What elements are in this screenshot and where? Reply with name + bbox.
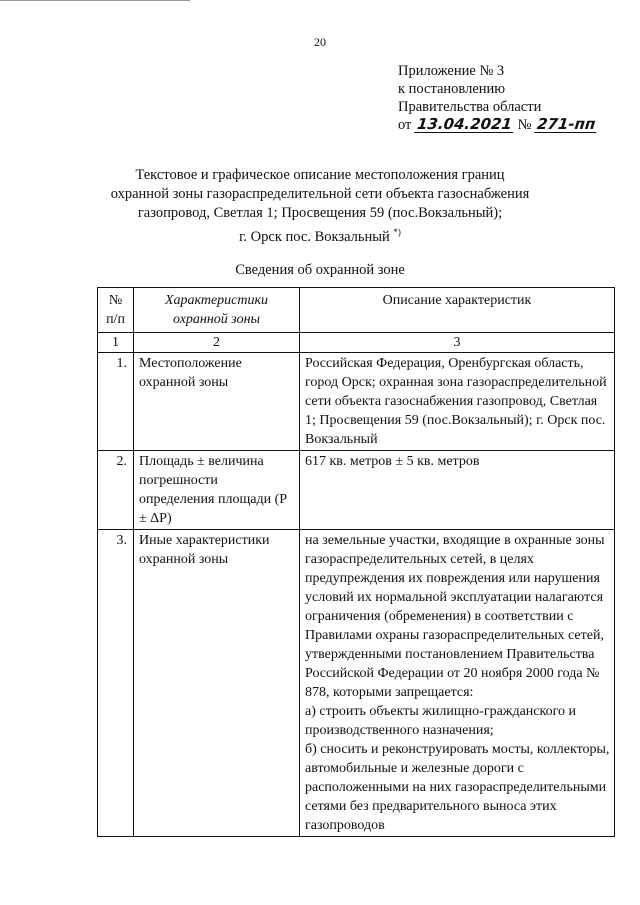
title-line-4-text: г. Орск пос. Вокзальный [239, 228, 390, 245]
number-prefix: № [517, 117, 532, 133]
appendix-line-1: Приложение № 3 [398, 63, 505, 79]
row-description: 617 кв. метров ± 5 кв. метров [300, 451, 615, 530]
restriction-item-a: а) строить объекты жилищно-гражданского и производственного назначения; [305, 704, 576, 738]
restriction-item-b: б) сносить и реконструировать мосты, коллекторы, автомобильные и железные дороги с расположенными на них газораспределительными сетями без предварительного выноса этих газопроводов [305, 742, 610, 833]
from-prefix: от [398, 117, 412, 133]
table-row [98, 530, 615, 837]
header-characteristic: Характеристики охранной зоны [134, 288, 300, 333]
page-number: 20 [314, 35, 326, 49]
protection-zone-table [97, 287, 615, 837]
table-row [98, 353, 615, 451]
title-line-2: охранной зоны газораспределительной сети объекта газоснабжения [110, 186, 530, 202]
section-subtitle: Сведения об охранной зоне [235, 262, 405, 278]
column-index: 3 [300, 333, 615, 353]
document-title [80, 166, 560, 247]
top-rule [0, 0, 190, 1]
header-description: Описание характеристик [300, 288, 615, 333]
column-index: 1 [98, 333, 134, 353]
row-characteristic: Площадь ± величина погрешности определения площади (Р ± ΔР) [134, 451, 300, 530]
table-header-row [98, 288, 615, 333]
appendix-block [398, 62, 597, 134]
row-description-cell [300, 530, 615, 837]
appendix-line-2: к постановлению [398, 81, 506, 97]
column-index: 2 [134, 333, 300, 353]
column-index-row [98, 333, 615, 353]
appendix-line-3: Правительства области [398, 99, 542, 115]
footnote-mark: *) [393, 227, 401, 237]
title-line-3: газопровод, Светлая 1; Просвещения 59 (пос.Вокзальный); [137, 205, 503, 221]
row-number: 2. [98, 451, 134, 530]
row-characteristic: Местоположение охранной зоны [134, 353, 300, 451]
header-number: № п/п [98, 288, 134, 333]
table-row [98, 451, 615, 530]
row-number: 3. [98, 530, 134, 837]
row-description: на земельные участки, входящие в охранные зоны газораспределительных сетей, в целях предупреждения их повреждения или нарушения условий их нормальной эксплуатации налагаются ограничения (обременения) в соответствии с Правилами охраны газораспределительных сетей, утвержденными постановлением Правительства Российской Федерации от 20 ноября 2000 года № 878, которыми запрещается: [305, 533, 605, 700]
handwritten-date: 13.04.2021 [416, 115, 513, 133]
appendix-date-line [398, 116, 597, 134]
row-description: Российская Федерация, Оренбургская область, город Орск; охранная зона газораспределительной сети объекта газоснабжения газопровод, Светлая 1; Просвещения 59 (пос.Вокзальный); г. Орск пос. Вокзальный [300, 353, 615, 451]
row-number: 1. [98, 353, 134, 451]
title-line-1: Текстовое и графическое описание местоположения границ [135, 167, 505, 183]
handwritten-number: 271-пп [536, 115, 597, 133]
row-characteristic: Иные характеристики охранной зоны [134, 530, 300, 837]
title-line-4 [80, 223, 560, 247]
